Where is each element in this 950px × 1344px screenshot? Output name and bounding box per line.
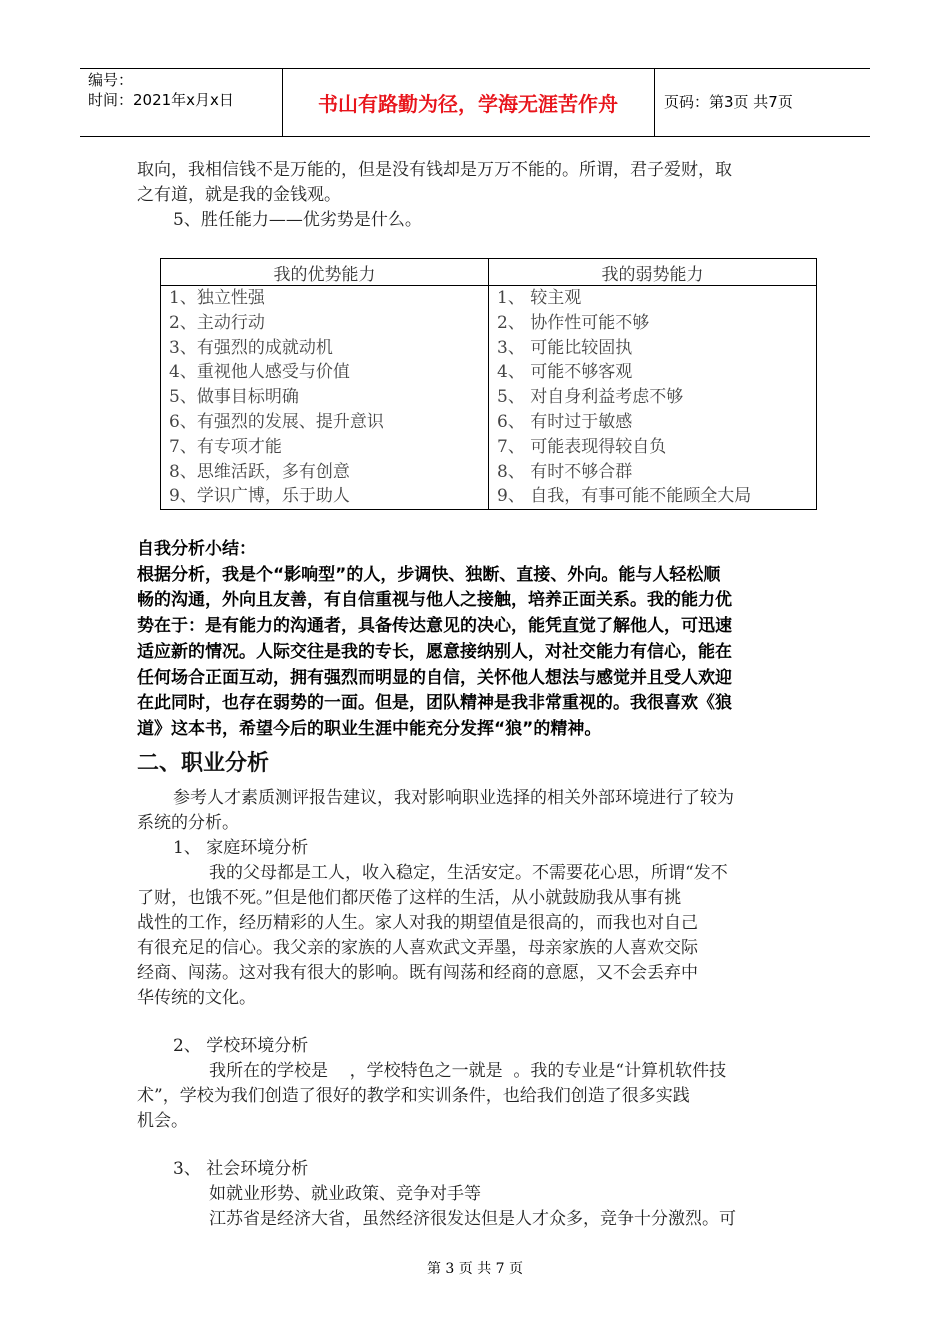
paragraph-line: 机会。 xyxy=(137,1111,188,1131)
paragraph-line: 了财，也饿不死。”但是他们都厌倦了这样的生活，从小就鼓励我从事有挑 xyxy=(137,888,682,908)
header-motto: 书山有路勤为径，学海无涯苦作舟 xyxy=(318,92,618,116)
paragraph-line: 经商、闯荡。这对我有很大的影响。既有闯荡和经商的意愿，又不会丢弃中 xyxy=(137,963,698,983)
strength-item: 9、学识广博，乐于助人 xyxy=(169,486,350,507)
weakness-item: 5、 对自身利益考虑不够 xyxy=(497,387,684,408)
header-meta xyxy=(88,70,234,110)
strength-item: 3、有强烈的成就动机 xyxy=(169,337,333,358)
header-page-info: 页码：第3页 共7页 xyxy=(664,93,793,111)
paragraph-line: 我的父母都是工人，收入稳定，生活安定。不需要花心思，所谓“发不 xyxy=(209,863,728,883)
society-section xyxy=(137,1157,817,1232)
strength-item: 5、做事目标明确 xyxy=(169,387,299,408)
header-bottom-rule xyxy=(80,136,870,137)
strength-item: 4、重视他人感受与价值 xyxy=(169,362,350,383)
summary-line: 在此同时，也存在弱势的一面。但是，团队精神是我非常重视的。我很喜欢《狼 xyxy=(137,693,732,714)
paragraph-line: 战性的工作，经历精彩的人生。家人对我的期望值是很高的，而我也对自己 xyxy=(137,913,698,933)
strength-item: 8、思维活跃，多有创意 xyxy=(169,461,350,482)
weakness-item: 6、 有时过于敏感 xyxy=(497,411,633,432)
intro-paragraph xyxy=(137,158,817,233)
summary-line: 畅的沟通，外向且友善，有自信重视与他人之接触，培养正面关系。我的能力优 xyxy=(137,590,732,611)
summary-line: 根据分析，我是个“影响型”的人，步调快、独断、直接、外向。能与人轻松顺 xyxy=(137,564,721,585)
strengths-column xyxy=(161,286,489,510)
weakness-item: 2、 协作性可能不够 xyxy=(497,312,650,333)
paragraph-line: 取向，我相信钱不是万能的，但是没有钱却是万万不能的。所谓，君子爱财，取 xyxy=(137,160,732,180)
weakness-item: 9、 自我，有事可能不能顾全大局 xyxy=(497,486,752,507)
subheading-society: 3、 社会环境分析 xyxy=(173,1159,309,1179)
strengths-header: 我的优势能力 xyxy=(161,259,489,286)
summary-line: 任何场合正面互动，拥有强烈而明显的自信，关怀他人想法与感觉并且受人欢迎 xyxy=(137,667,732,688)
weaknesses-header: 我的弱势能力 xyxy=(489,259,817,286)
document-date: 时间：2021年x月x日 xyxy=(88,91,234,109)
self-analysis-summary xyxy=(137,537,817,743)
paragraph-line: 如就业形势、就业政策、竞争对手等 xyxy=(209,1184,481,1204)
school-section xyxy=(137,1034,817,1134)
paragraph-line: 华传统的文化。 xyxy=(137,988,256,1008)
subheading-competency: 5、胜任能力——优劣势是什么。 xyxy=(173,210,422,230)
paragraph-line: 我所在的学校是 ，学校特色之一就是 。我的专业是“计算机软件技 xyxy=(209,1061,727,1081)
paragraph-line: 有很充足的信心。我父亲的家族的人喜欢武文弄墨，母亲家族的人喜欢交际 xyxy=(137,938,698,958)
section-heading-career-analysis: 二、职业分析 xyxy=(137,751,270,776)
strength-item: 1、独立性强 xyxy=(169,288,265,308)
paragraph-line: 系统的分析。 xyxy=(137,813,239,833)
weakness-item: 4、 可能不够客观 xyxy=(497,362,633,383)
document-number: 编号： xyxy=(88,71,134,89)
paragraph-line: 江苏省是经济大省，虽然经济很发达但是人才众多，竞争十分激烈。可 xyxy=(209,1209,736,1229)
header-top-rule xyxy=(80,68,870,69)
weaknesses-column xyxy=(489,286,817,510)
summary-line: 势在于：是有能力的沟通者，具备传达意见的决心，能凭直觉了解他人，可迅速 xyxy=(137,616,732,637)
summary-line: 适应新的情况。人际交往是我的专长，愿意接纳别人，对社交能力有信心，能在 xyxy=(137,641,732,662)
subheading-family: 1、 家庭环境分析 xyxy=(173,838,309,858)
paragraph-line: 术”，学校为我们创造了很好的教学和实训条件，也给我们创造了很多实践 xyxy=(137,1086,690,1106)
weakness-item: 1、 较主观 xyxy=(497,288,582,308)
strength-item: 7、有专项才能 xyxy=(169,436,282,457)
strength-item: 2、主动行动 xyxy=(169,312,265,333)
weakness-item: 7、 可能表现得较自负 xyxy=(497,436,667,457)
family-paragraph xyxy=(137,861,817,1011)
weakness-item: 3、 可能比较固执 xyxy=(497,337,633,358)
career-intro-paragraph xyxy=(137,786,817,861)
paragraph-line: 参考人才素质测评报告建议，我对影响职业选择的相关外部环境进行了较为 xyxy=(173,788,734,808)
weakness-item: 8、 有时不够合群 xyxy=(497,461,633,482)
strength-item: 6、有强烈的发展、提升意识 xyxy=(169,411,384,432)
page-footer: 第 3 页 共 7 页 xyxy=(426,1261,524,1277)
header-divider xyxy=(654,68,655,137)
paragraph-line: 之有道，就是我的金钱观。 xyxy=(137,185,341,205)
summary-line: 道》这本书，希望今后的职业生涯中能充分发挥“狼”的精神。 xyxy=(137,718,602,739)
subheading-school: 2、 学校环境分析 xyxy=(173,1036,309,1056)
summary-title: 自我分析小结： xyxy=(137,539,256,559)
strengths-weaknesses-table xyxy=(160,258,817,510)
